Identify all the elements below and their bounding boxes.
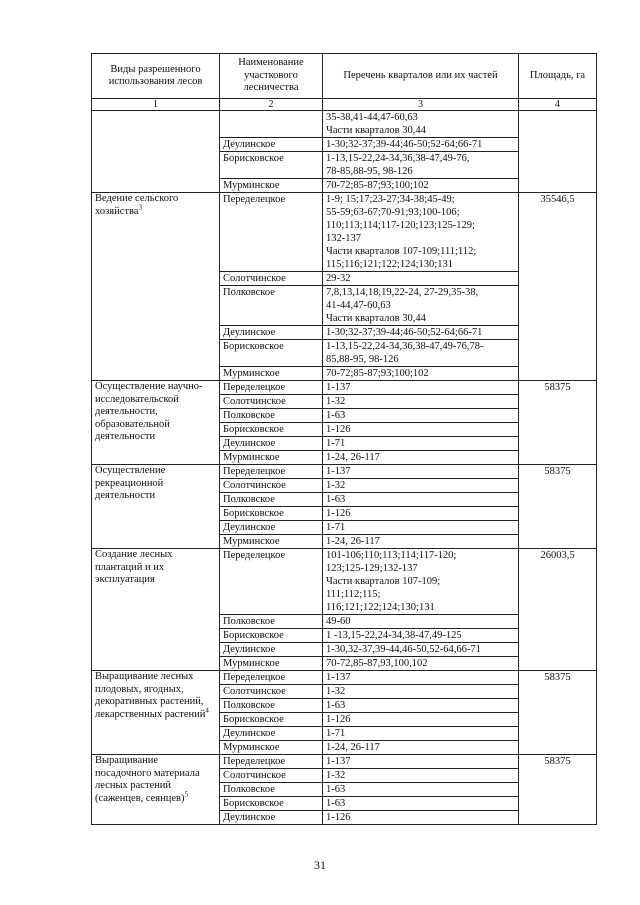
quarters-cell [323,423,519,437]
quarters-cell [323,179,519,193]
quarters-cell [323,340,519,367]
area-cell: 58375 [519,671,597,755]
quarters-line: 85,88-95, 98-126 [326,354,399,365]
forestry-name-cell: Переделецкое [220,671,323,685]
forestry-name-cell: Мурминское [220,535,323,549]
forestry-name-cell: Переделецкое [220,193,323,272]
quarters-cell [323,755,519,769]
header-use-type: Виды разрешенного использования лесов [92,54,220,99]
quarters-line: Части кварталов 107-109; [326,576,441,587]
forestry-name-cell: Деулинское [220,521,323,535]
quarters-cell [323,535,519,549]
quarters-cell [323,521,519,535]
quarters-cell [323,685,519,699]
table-row [92,671,597,685]
use-type-label: Создание лесных плантаций и их эксплуатация [95,549,173,585]
use-type-label: Выращивание лесных плодовых, ягодных, декоративных растений, лекарственных растений [95,671,206,720]
area-cell [519,111,597,193]
table-row [92,193,597,272]
quarters-cell [323,671,519,685]
quarters-cell [323,409,519,423]
forestry-name-cell: Полковское [220,286,323,326]
quarters-cell [323,797,519,811]
forestry-name-cell [220,111,323,138]
column-number-3: 3 [323,99,519,111]
quarters-line: 29-32 [326,273,351,284]
quarters-line: 78-85,88-95, 98-126 [326,166,413,177]
forestry-name-cell: Деулинское [220,643,323,657]
column-number-2: 2 [220,99,323,111]
forestry-name-cell: Мурминское [220,367,323,381]
forestry-name-cell: Мурминское [220,451,323,465]
quarters-line: 70-72,85-87,93,100,102 [326,658,428,669]
table-row [92,465,597,479]
forestry-name-cell: Солотчинское [220,479,323,493]
quarters-line: 1-32 [326,396,346,407]
use-type-cell [92,549,220,671]
footnote-marker: 4 [205,706,209,714]
quarters-line: 101-106;110;113;114;117-120; [326,550,457,561]
quarters-cell [323,451,519,465]
area-cell: 26003,5 [519,549,597,671]
use-type-label: Осуществление научно-исследовательской деятельности, образовательной деятельности [95,381,203,442]
forestry-name-cell: Полковское [220,699,323,713]
forestry-name-cell: Борисковское [220,423,323,437]
forestry-name-cell: Борисковское [220,629,323,643]
area-cell: 58375 [519,755,597,825]
quarters-line: Части кварталов 107-109;111;112; [326,246,477,257]
quarters-cell [323,713,519,727]
quarters-cell [323,657,519,671]
header-quarters-list: Перечень кварталов или их частей [323,54,519,99]
column-number-row [92,99,597,111]
use-type-cell [92,193,220,381]
quarters-line: 41-44,47-60,63 [326,300,391,311]
quarters-cell [323,811,519,825]
quarters-line: 1-71 [326,522,346,533]
forestry-name-cell: Борисковское [220,713,323,727]
quarters-line: 1-126 [326,714,351,725]
quarters-line: 111;112;115; [326,589,381,600]
quarters-cell [323,507,519,521]
quarters-line: 7,8,13,14,18,19,22-24, 27-29,35-38, [326,287,479,298]
forestry-name-cell: Борисковское [220,507,323,521]
quarters-line: 35-38,41-44,47-60,63 [326,112,418,123]
quarters-cell [323,395,519,409]
quarters-line: 1-137 [326,756,351,767]
forestry-name-cell: Переделецкое [220,465,323,479]
forestry-name-cell: Полковское [220,493,323,507]
forestry-name-cell: Солотчинское [220,769,323,783]
footnote-marker: 5 [184,790,188,798]
quarters-line: 1-63 [326,494,346,505]
quarters-line: 1-71 [326,728,346,739]
quarters-cell [323,381,519,395]
quarters-line: 70-72;85-87;93;100;102 [326,180,429,191]
forestry-name-cell: Переделецкое [220,381,323,395]
quarters-cell [323,152,519,179]
forestry-name-cell: Полковское [220,615,323,629]
forestry-name-cell: Борисковское [220,340,323,367]
use-type-label: Осуществление рекреационной деятельности [95,465,166,501]
forestry-name-cell: Мурминское [220,741,323,755]
quarters-line: 1-30;32-37;39-44;46-50;52-64;66-71 [326,139,483,150]
quarters-cell [323,643,519,657]
quarters-line: 1-63 [326,410,346,421]
quarters-line: 49-60 [326,616,351,627]
quarters-cell [323,272,519,286]
quarters-cell [323,549,519,615]
use-type-label: Выращивание посадочного материала лесных растений (саженцев, сеянцев) [95,755,200,804]
use-type-label: Ведение сельского хозяйства [95,193,179,217]
area-cell: 58375 [519,465,597,549]
quarters-line: 115;116;121;122;124;130;131 [326,259,453,270]
quarters-cell [323,769,519,783]
table-row [92,549,597,615]
forest-use-table [91,53,597,825]
quarters-line: 123;125-129;132-137 [326,563,418,574]
quarters-line: 1-63 [326,798,346,809]
quarters-cell [323,111,519,138]
forestry-name-cell: Солотчинское [220,685,323,699]
area-cell: 35546,5 [519,193,597,381]
quarters-line: 1-24, 26-117 [326,452,380,463]
table-row [92,111,597,138]
quarters-line: 1-13,15-22,24-34,36,38-47,49-76,78- [326,341,484,352]
quarters-line: 1-137 [326,382,351,393]
quarters-line: 1-13,15-22,24-34,36,38-47,49-76, [326,153,470,164]
quarters-line: 116;121;122;124;130;131 [326,602,435,613]
forestry-name-cell: Борисковское [220,797,323,811]
page-number: 31 [314,858,326,872]
header-forestry-name: Наименование участкового лесничества [220,54,323,99]
quarters-line: 1-32 [326,686,346,697]
quarters-line: 70-72;85-87;93;100;102 [326,368,429,379]
quarters-cell [323,138,519,152]
quarters-cell [323,367,519,381]
forestry-name-cell: Полковское [220,783,323,797]
table-row [92,381,597,395]
quarters-line: 1-32 [326,770,346,781]
quarters-line: 1-126 [326,424,351,435]
forestry-name-cell: Деулинское [220,138,323,152]
quarters-cell [323,479,519,493]
column-number-1: 1 [92,99,220,111]
forestry-name-cell: Деулинское [220,437,323,451]
quarters-line: 1-137 [326,466,351,477]
header-area: Площадь, га [519,54,597,99]
area-cell: 58375 [519,381,597,465]
forestry-name-cell: Солотчинское [220,272,323,286]
forestry-name-cell: Деулинское [220,326,323,340]
forestry-name-cell: Деулинское [220,727,323,741]
quarters-line: 1-24, 26-117 [326,536,380,547]
quarters-cell [323,615,519,629]
quarters-line: 1-71 [326,438,346,449]
quarters-line: 1-126 [326,508,351,519]
use-type-cell [92,755,220,825]
quarters-line: Части кварталов 30,44 [326,313,426,324]
quarters-line: 1-126 [326,812,351,823]
quarters-line: 1 -13,15-22,24-34,38-47,49-125 [326,630,462,641]
header-row [92,54,597,99]
forestry-name-cell: Борисковское [220,152,323,179]
forestry-name-cell: Переделецкое [220,549,323,615]
forestry-name-cell: Солотчинское [220,395,323,409]
quarters-cell [323,783,519,797]
forestry-name-cell: Мурминское [220,179,323,193]
forestry-name-cell: Деулинское [220,811,323,825]
forestry-name-cell: Мурминское [220,657,323,671]
quarters-cell [323,741,519,755]
quarters-line: 1-9; 15;17;23-27;34-38;45-49; [326,194,455,205]
footnote-marker: 3 [138,203,142,211]
table-body [92,111,597,825]
quarters-line: 1-137 [326,672,351,683]
quarters-cell [323,727,519,741]
quarters-line: Части кварталов 30,44 [326,125,426,136]
use-type-cell [92,671,220,755]
quarters-cell [323,493,519,507]
quarters-line: 55-59;63-67;70-91;93;100-106; [326,207,460,218]
quarters-line: 1-30;32-37;39-44;46-50;52-64;66-71 [326,327,483,338]
quarters-line: 132-137 [326,233,361,244]
forestry-name-cell: Полковское [220,409,323,423]
quarters-cell [323,326,519,340]
quarters-line: 1-63 [326,700,346,711]
quarters-cell [323,437,519,451]
use-type-cell [92,465,220,549]
quarters-cell [323,286,519,326]
quarters-line: 1-63 [326,784,346,795]
quarters-cell [323,629,519,643]
use-type-cell [92,111,220,193]
quarters-cell [323,699,519,713]
quarters-cell [323,193,519,272]
quarters-line: 110;113;114;117-120;123;125-129; [326,220,475,231]
use-type-cell [92,381,220,465]
quarters-line: 1-24, 26-117 [326,742,380,753]
quarters-cell [323,465,519,479]
column-number-4: 4 [519,99,597,111]
quarters-line: 1-30,32-37,39-44,46-50,52-64,66-71 [326,644,481,655]
quarters-line: 1-32 [326,480,346,491]
table-row [92,755,597,769]
forestry-name-cell: Переделецкое [220,755,323,769]
